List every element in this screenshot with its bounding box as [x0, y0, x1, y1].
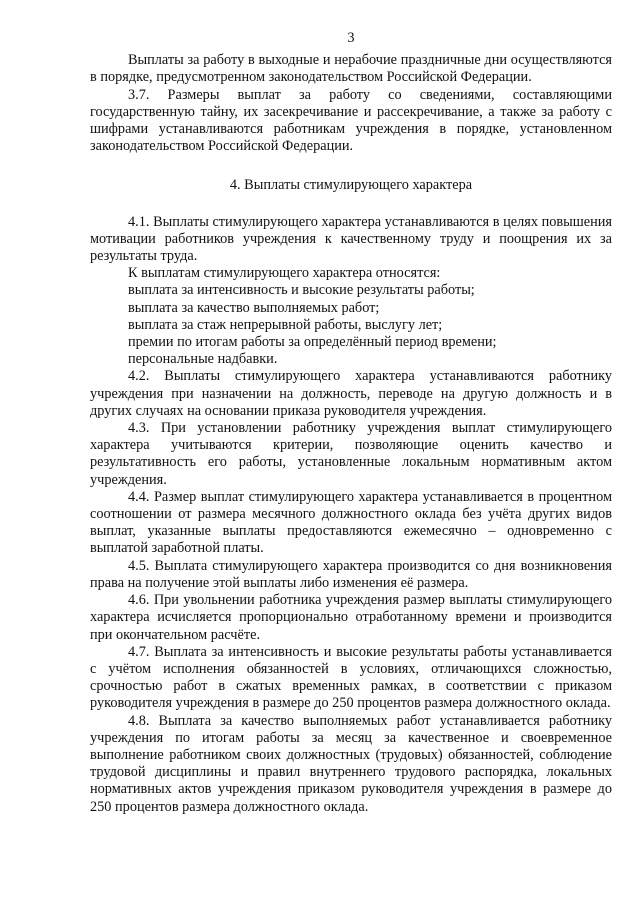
document-page	[90, 30, 612, 816]
paragraph-4-6: 4.6. При увольнении работника учреждения размер выплаты стимулирующего характера исчисляется пропорционально отработанному времени и производится при окончательном расчёте.	[90, 592, 612, 643]
section-title: 4. Выплаты стимулирующего характера	[229, 177, 473, 194]
list-item: выплата за качество выполняемых работ;	[128, 299, 380, 316]
paragraph-4-5: 4.5. Выплата стимулирующего характера производится со дня возникновения права на получение этой выплаты либо изменения её размера.	[90, 557, 612, 591]
paragraph-4-8: 4.8. Выплата за качество выполняемых работ устанавливается работнику учреждения по итогам работы за месяц за качественное и своевременное выполнение работником своих должностных (трудовых) обязанностей, соблюдение трудовой дисциплины и правил внутреннего трудового распорядка, локальных нормативных актов учреждения приказом руководителя учреждения в размере до 250 процентов размера должностного оклада.	[90, 712, 612, 815]
paragraph-4-1: 4.1. Выплаты стимулирующего характера устанавливаются в целях повышения мотивации работников учреждения к качественному труду и поощрения их за результаты труда.	[90, 213, 612, 265]
paragraph-3-7: 3.7. Размеры выплат за работу со сведениями, составляющими государственную тайну, их засекречивание и рассекречивание, а также за работу с шифрами устанавливаются работникам учреждения в порядке, установленном законодательством Российской Федерации.	[90, 86, 612, 155]
list-item: выплата за стаж непрерывной работы, выслугу лет;	[128, 316, 443, 333]
page-number: 3	[347, 30, 355, 46]
list-item: выплата за интенсивность и высокие результаты работы;	[128, 282, 475, 299]
list-item: премии по итогам работы за определённый период времени;	[128, 334, 497, 351]
paragraph-4-7: 4.7. Выплата за интенсивность и высокие результаты работы устанавливается с учётом исполнения обязанностей в условиях, отличающихся сложностью, срочностью работ в сжатых временных рамках, в соответствии с приказом руководителя учреждения в размере до 250 процентов размера должностного оклада.	[90, 643, 612, 712]
paragraph-4-2: 4.2. Выплаты стимулирующего характера устанавливаются работнику учреждения при назначении на должность, переводе на другую должность и в других случаях на основании приказа руководителя учреждения.	[90, 368, 612, 419]
list-intro: К выплатам стимулирующего характера относятся:	[128, 265, 441, 282]
list-item: персональные надбавки.	[128, 351, 278, 368]
paragraph-4-3: 4.3. При установлении работнику учреждения выплат стимулирующего характера учитываются критерии, позволяющие оценить качество и результативность его работы, установленные локальным нормативным актом учреждения.	[90, 420, 612, 488]
paragraph-holiday-pay: Выплаты за работу в выходные и нерабочие праздничные дни осуществляются в порядке, предусмотренном законодательством Российской Федерации.	[90, 52, 612, 86]
paragraph-4-4: 4.4. Размер выплат стимулирующего характера устанавливается в процентном соотношении от размера месячного должностного оклада без учёта других видов выплат, указанные выплаты предоставляются ежемесячно – одновременно с выплатой заработной платы.	[90, 488, 612, 557]
